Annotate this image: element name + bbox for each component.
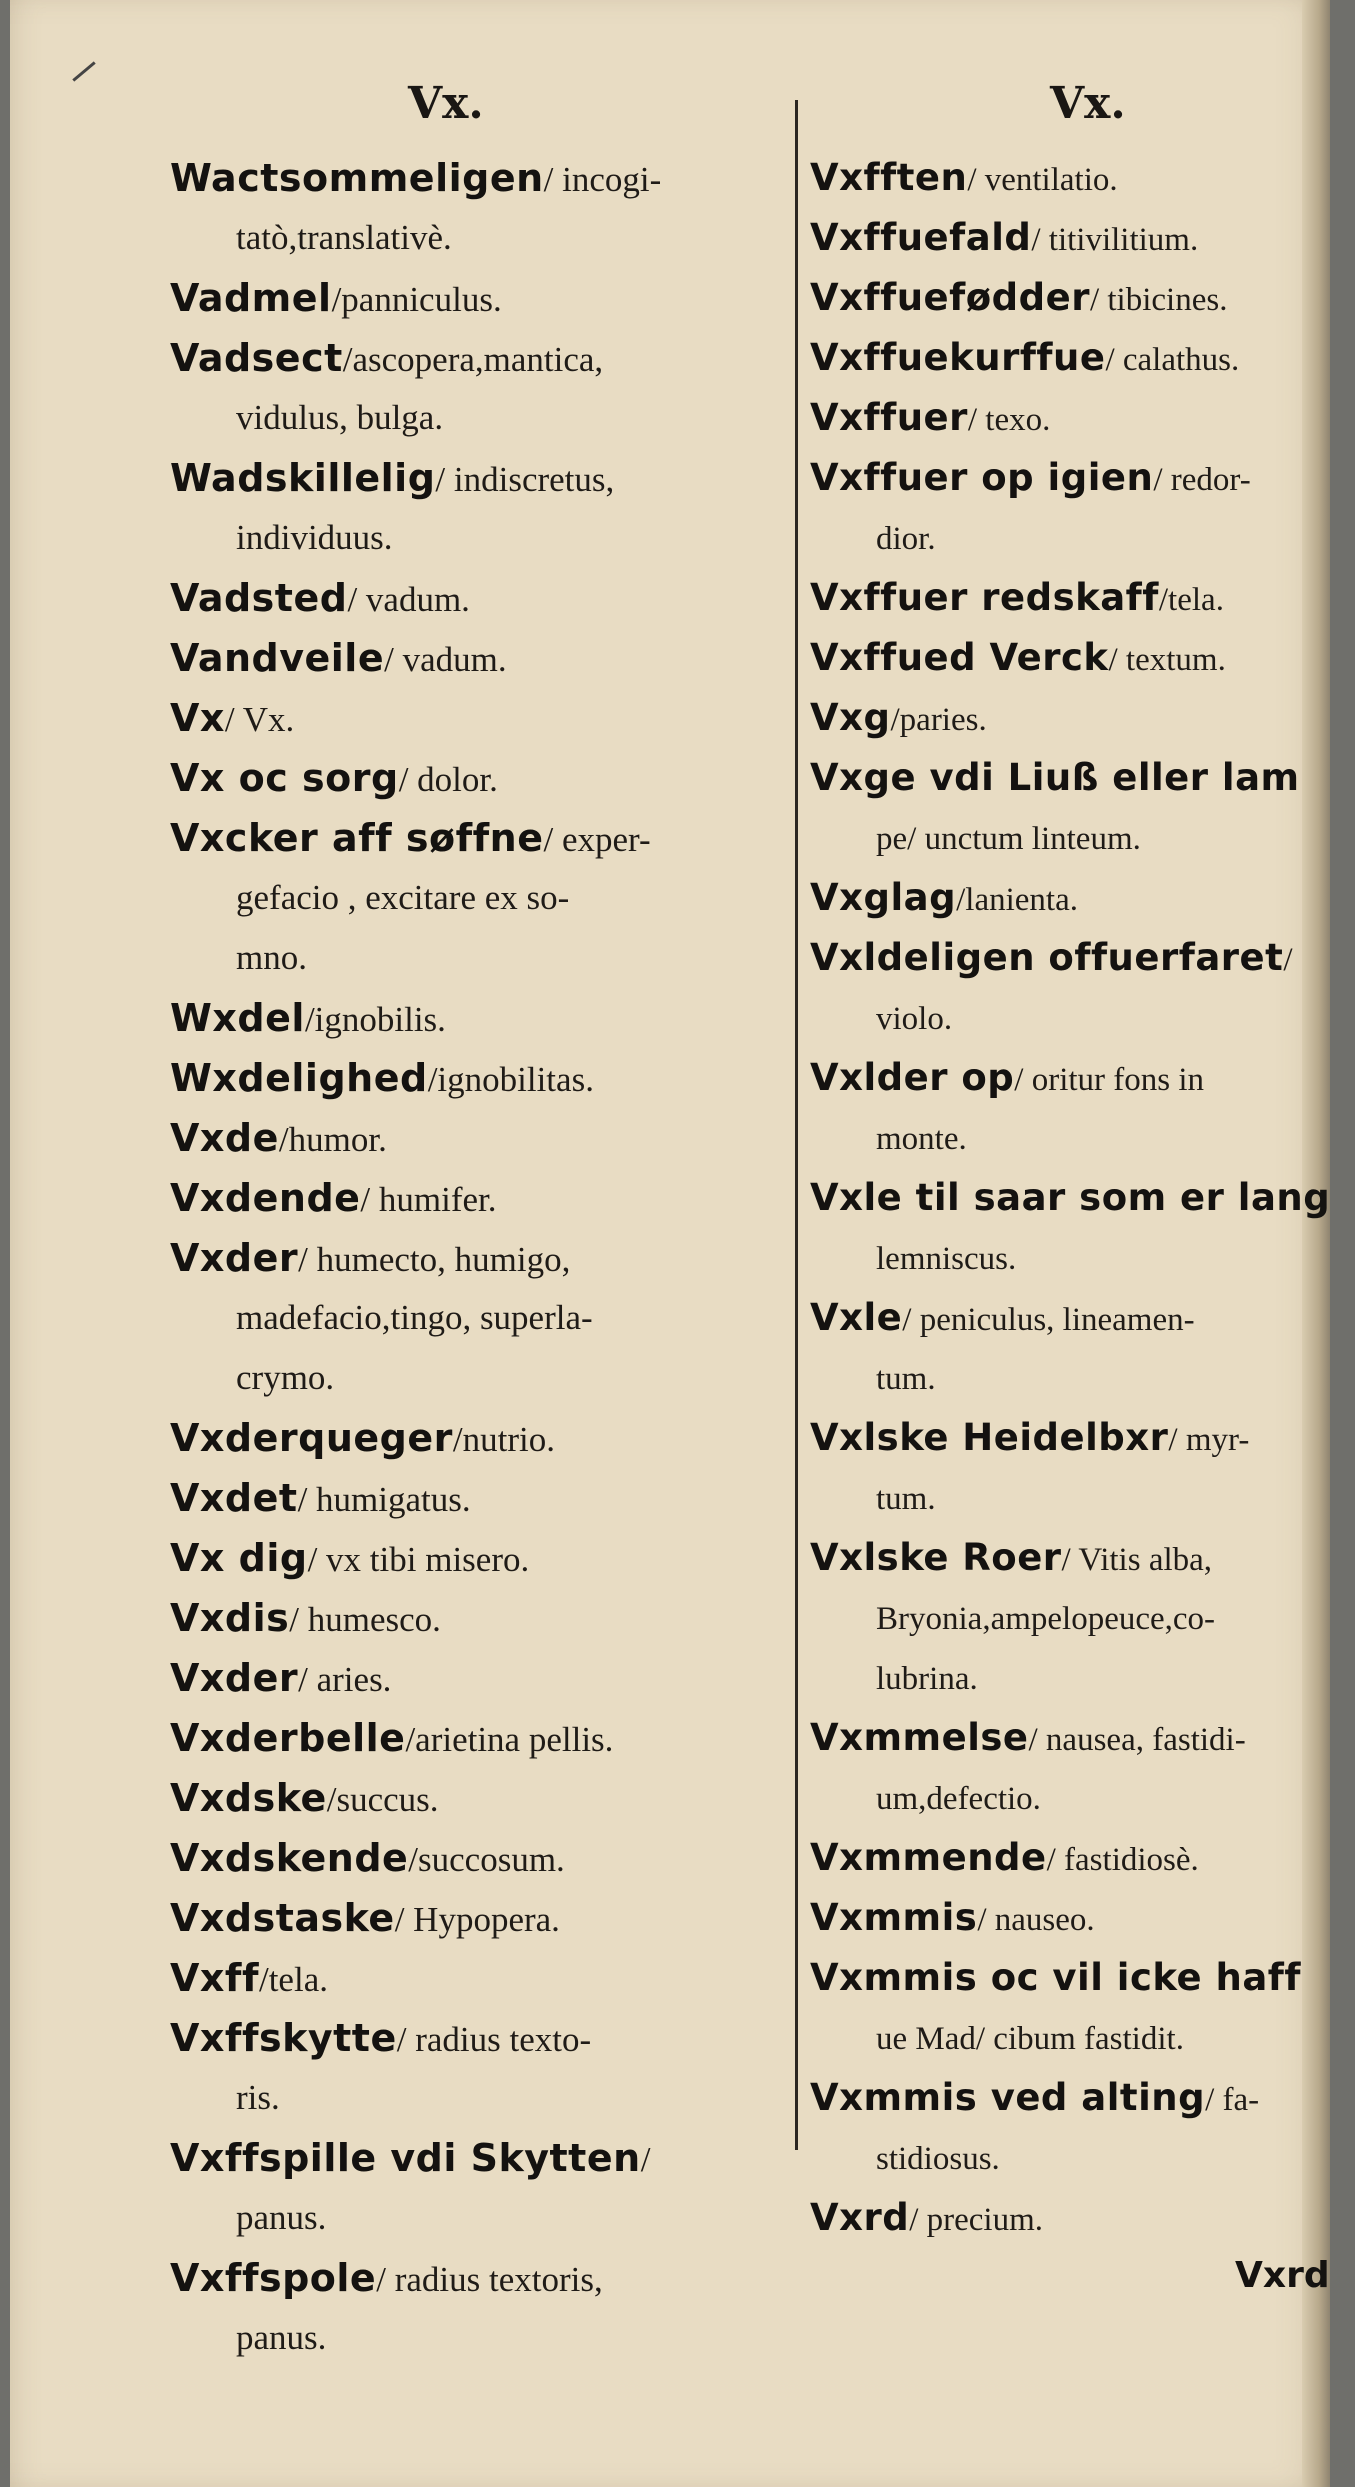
entry-gloss: /tela. [1158,582,1224,618]
entry-first-line [170,988,790,1048]
entry-gloss: /ascopera,mantica, [342,340,604,379]
entry-headword: Vadmel [170,276,332,320]
dictionary-entry [170,1168,790,1228]
entry-continuation-line [170,208,790,268]
entry-headword: Vxge vdi Liuß eller lam [810,756,1300,799]
entry-gloss: dior. [876,521,936,557]
dictionary-entry [810,2068,1330,2188]
catchword: Vxrd [1235,2255,1330,2296]
entry-headword: Vxle [810,1296,903,1339]
entry-headword: Vxdet [170,1476,298,1520]
book-page [10,0,1330,2487]
entry-gloss: ris. [236,2078,280,2117]
entry-continuation-line [170,508,790,568]
dictionary-entry [810,2188,1330,2248]
entry-headword: Vxde [170,1116,279,1160]
entry-gloss: / incogi- [543,160,662,199]
entry-gloss: crymo. [236,1358,335,1397]
entry-gloss: violo. [876,1001,953,1037]
dictionary-entry [170,688,790,748]
entry-gloss: panus. [236,2318,327,2357]
dictionary-entry [170,1708,790,1768]
entry-gloss: / textum. [1108,642,1226,678]
entry-first-line [810,448,1330,508]
entry-gloss: / fa- [1205,2082,1260,2118]
entry-headword: Vxdstaske [170,1896,395,1940]
entry-gloss: / texo. [967,402,1051,438]
entry-continuation-line [170,928,790,988]
entry-gloss: / fastidiosè. [1046,1842,1199,1878]
dictionary-entry [810,1888,1330,1948]
dictionary-entry [810,148,1330,208]
pencil-mark-icon [72,61,95,81]
entry-first-line [810,928,1330,988]
entry-first-line [810,1708,1330,1768]
entry-headword: Vxlske Roer [810,1536,1062,1579]
dictionary-entry [810,268,1330,328]
entry-first-line [170,448,790,508]
entry-gloss: / [1283,942,1293,978]
entry-first-line [170,1228,790,1288]
entry-first-line [170,148,790,208]
entry-headword: Vxmmis ved alting [810,2076,1206,2119]
entry-first-line [810,208,1330,268]
entry-gloss: /nutrio. [452,1420,555,1459]
entry-headword: Vxldeligen offuerfaret [810,936,1284,979]
entry-continuation-line [810,1468,1330,1528]
entry-gloss: / radius texto- [396,2020,592,2059]
entry-headword: Vxffuefald [810,216,1032,259]
entry-headword: Vxffuekurffue [810,336,1106,379]
entry-gloss: lemniscus. [876,1241,1017,1277]
entry-headword: Vxdskende [170,1836,409,1880]
entry-gloss: Bryonia,ampelopeuce,co- [876,1601,1216,1637]
left-running-header: Vx. [408,78,484,129]
entry-headword: Vxffskytte [170,2016,397,2060]
entry-gloss: /tela. [258,1960,328,1999]
entry-gloss: / redor- [1153,462,1251,498]
entry-first-line [170,1168,790,1228]
entry-gloss: / humifer. [360,1180,497,1219]
dictionary-entry [170,748,790,808]
entry-first-line [170,1588,790,1648]
entry-first-line [170,1708,790,1768]
entry-gloss: madefacio,tingo, superla- [236,1298,593,1337]
dictionary-entry [810,388,1330,448]
entry-continuation-line [810,2008,1330,2068]
dictionary-entry [810,1528,1330,1708]
entry-gloss: / dolor. [398,760,498,799]
entry-headword: Vxcker aff søffne [170,816,544,860]
dictionary-entry [810,628,1330,688]
entry-gloss: um,defectio. [876,1781,1041,1817]
entry-continuation-line [170,1348,790,1408]
entry-gloss: panus. [236,2198,327,2237]
entry-first-line [170,1828,790,1888]
entry-gloss: /succosum. [408,1840,565,1879]
entry-gloss: / humecto, humigo, [298,1240,571,1279]
dictionary-entry [170,2248,790,2368]
dictionary-entry [170,1588,790,1648]
entry-headword: Vxle til saar som er lang [810,1176,1331,1219]
entry-gloss: /panniculus. [331,280,502,319]
entry-continuation-line [170,388,790,448]
entry-gloss: / vadum. [384,640,507,679]
entry-first-line [170,2128,790,2188]
entry-headword: Vxder [170,1656,299,1700]
entry-gloss: tum. [876,1361,936,1397]
dictionary-entry [810,568,1330,628]
entry-continuation-line [810,1768,1330,1828]
entry-headword: Vxmmelse [810,1716,1029,1759]
entry-gloss: / oritur fons in [1014,1062,1205,1098]
entry-first-line [170,2008,790,2068]
entry-gloss: /lanienta. [956,882,1078,918]
entry-gloss: / [640,2140,651,2179]
entry-first-line [810,1528,1330,1588]
entry-headword: Vxdis [170,1596,290,1640]
right-column [810,148,1330,2248]
dictionary-entry [170,328,790,448]
entry-gloss: / nausea, fastidi- [1028,1722,1246,1758]
dictionary-entry [810,208,1330,268]
entry-first-line [170,1528,790,1588]
dictionary-entry [810,448,1330,568]
entry-gloss: tum. [876,1481,936,1517]
entry-headword: Vxffuefødder [810,276,1090,319]
entry-continuation-line [170,2068,790,2128]
dictionary-entry [170,1228,790,1408]
entry-headword: Vxderbelle [170,1716,406,1760]
entry-gloss: / calathus. [1105,342,1240,378]
entry-headword: Vxmmende [810,1836,1047,1879]
dictionary-entry [170,1948,790,2008]
entry-gloss: /paries. [890,702,987,738]
dictionary-entry [810,1828,1330,1888]
dictionary-entry [810,1288,1330,1408]
entry-headword: Vx dig [170,1536,308,1580]
entry-headword: Vxmmis oc vil icke haff [810,1956,1302,1999]
entry-first-line [810,1948,1330,2008]
entry-first-line [810,1828,1330,1888]
dictionary-entry [170,1648,790,1708]
entry-first-line [810,388,1330,448]
entry-headword: Vxffuer op igien [810,456,1154,499]
entry-gloss: /succus. [326,1780,439,1819]
entry-headword: Vxffspole [170,2256,377,2300]
entry-headword: Wadskillelig [170,456,436,500]
entry-first-line [810,1288,1330,1348]
dictionary-entry [810,688,1330,748]
entry-gloss: / Vitis alba, [1061,1542,1213,1578]
entry-first-line [810,628,1330,688]
entry-first-line [810,748,1330,808]
dictionary-entry [170,2128,790,2248]
entry-first-line [170,1948,790,2008]
dictionary-entry [170,988,790,1048]
entry-gloss: tatò,translativè. [236,218,452,257]
entry-gloss: / ventilatio. [967,162,1118,198]
entry-gloss: monte. [876,1121,967,1157]
entry-continuation-line [810,988,1330,1048]
dictionary-entry [170,1408,790,1468]
entry-first-line [170,808,790,868]
right-running-header: Vx. [1050,78,1126,129]
entry-first-line [170,1888,790,1948]
entry-first-line [170,1048,790,1108]
entry-gloss: / aries. [298,1660,392,1699]
dictionary-entry [170,808,790,988]
dictionary-entry [170,568,790,628]
entry-gloss: / precium. [909,2202,1044,2238]
entry-first-line [810,268,1330,328]
entry-first-line [170,748,790,808]
entry-headword: Vx oc sorg [170,756,399,800]
entry-first-line [810,688,1330,748]
dictionary-entry [170,2008,790,2128]
entry-first-line [170,1768,790,1828]
entry-headword: Vx [170,696,225,740]
entry-headword: Vxfften [810,156,968,199]
dictionary-entry [810,1948,1330,2068]
dictionary-entry [170,1888,790,1948]
entry-headword: Vxffspille vdi Skytten [170,2136,641,2180]
dictionary-entry [810,928,1330,1048]
entry-first-line [170,628,790,688]
entry-first-line [810,2188,1330,2248]
entry-gloss: /arietina pellis. [405,1720,614,1759]
entry-first-line [810,868,1330,928]
entry-continuation-line [810,1348,1330,1408]
entry-continuation-line [810,1648,1330,1708]
entry-first-line [810,148,1330,208]
entry-headword: Vadsted [170,576,348,620]
entry-continuation-line [170,2188,790,2248]
entry-continuation-line [810,508,1330,568]
entry-first-line [170,1468,790,1528]
entry-gloss: individuus. [236,518,393,557]
entry-first-line [810,2068,1330,2128]
dictionary-entry [170,1528,790,1588]
column-divider [795,100,798,2150]
entry-gloss: / titivilitium. [1031,222,1199,258]
entry-gloss: gefacio , excitare ex so- [236,878,570,917]
dictionary-entry [170,448,790,568]
entry-gloss: / tibicines. [1089,282,1228,318]
entry-headword: Vxg [810,696,891,739]
entry-continuation-line [810,1228,1330,1288]
entry-headword: Vxlske Heidelbxr [810,1416,1169,1459]
dictionary-entry [810,1408,1330,1528]
entry-headword: Vxrd [810,2196,910,2239]
entry-first-line [170,2248,790,2308]
entry-first-line [810,1048,1330,1108]
dictionary-entry [170,1108,790,1168]
entry-gloss: stidiosus. [876,2141,1000,2177]
entry-gloss: / Hypopera. [394,1900,560,1939]
entry-headword: Wactsommeligen [170,156,544,200]
dictionary-entry [170,1828,790,1888]
entry-gloss: / nauseo. [977,1902,1095,1938]
entry-first-line [170,1108,790,1168]
entry-headword: Vxglag [810,876,957,919]
entry-gloss: vidulus, bulga. [236,398,444,437]
entry-headword: Vxffuer [810,396,968,439]
dictionary-entry [810,748,1330,868]
dictionary-entry [170,1768,790,1828]
entry-gloss: mno. [236,938,307,977]
entry-first-line [810,1168,1330,1228]
entry-gloss: /ignobilis. [304,1000,446,1039]
entry-first-line [810,568,1330,628]
dictionary-entry [810,1168,1330,1288]
entry-gloss: / Vx. [224,700,295,739]
entry-headword: Vxffuer redskaff [810,576,1159,619]
dictionary-entry [170,148,790,268]
dictionary-entry [810,328,1330,388]
dictionary-entry [170,628,790,688]
entry-continuation-line [810,808,1330,868]
entry-headword: Vxmmis [810,1896,978,1939]
dictionary-entry [170,1468,790,1528]
entry-headword: Vadsect [170,336,343,380]
entry-gloss: / humesco. [289,1600,441,1639]
entry-first-line [170,1648,790,1708]
entry-gloss: / myr- [1168,1422,1250,1458]
entry-headword: Vxffued Verck [810,636,1109,679]
entry-continuation-line [810,1108,1330,1168]
entry-first-line [170,268,790,328]
entry-first-line [810,1408,1330,1468]
dictionary-entry [810,1048,1330,1168]
entry-gloss: / indiscretus, [435,460,615,499]
entry-headword: Vxderqueger [170,1416,453,1460]
dictionary-entry [810,1708,1330,1828]
entry-continuation-line [810,2128,1330,2188]
entry-continuation-line [170,2308,790,2368]
entry-continuation-line [170,868,790,928]
entry-gloss: / exper- [543,820,651,859]
entry-first-line [170,1408,790,1468]
entry-headword: Vxlder op [810,1056,1015,1099]
entry-gloss: lubrina. [876,1661,978,1697]
entry-first-line [170,568,790,628]
entry-gloss: / vx tibi misero. [307,1540,530,1579]
entry-gloss: / peniculus, lineamen- [902,1302,1195,1338]
entry-first-line [170,328,790,388]
entry-headword: Wxdel [170,996,305,1040]
entry-headword: Vxff [170,1956,259,2000]
entry-first-line [810,328,1330,388]
entry-gloss: ue Mad/ cibum fastidit. [876,2021,1184,2057]
entry-gloss: / vadum. [347,580,470,619]
dictionary-entry [170,268,790,328]
entry-headword: Vxder [170,1236,299,1280]
entry-headword: Wxdelighed [170,1056,428,1100]
entry-headword: Vandveile [170,636,385,680]
entry-continuation-line [810,1588,1330,1648]
dictionary-entry [170,1048,790,1108]
entry-gloss: / radius textoris, [376,2260,603,2299]
entry-gloss: / humigatus. [297,1480,471,1519]
entry-first-line [170,688,790,748]
dictionary-entry [810,868,1330,928]
entry-first-line [810,1888,1330,1948]
entry-gloss: /humor. [278,1120,387,1159]
entry-continuation-line [170,1288,790,1348]
entry-headword: Vxdende [170,1176,361,1220]
entry-headword: Vxdske [170,1776,327,1820]
entry-gloss: /ignobilitas. [427,1060,594,1099]
entry-gloss: pe/ unctum linteum. [876,821,1141,857]
left-column [170,148,790,2368]
